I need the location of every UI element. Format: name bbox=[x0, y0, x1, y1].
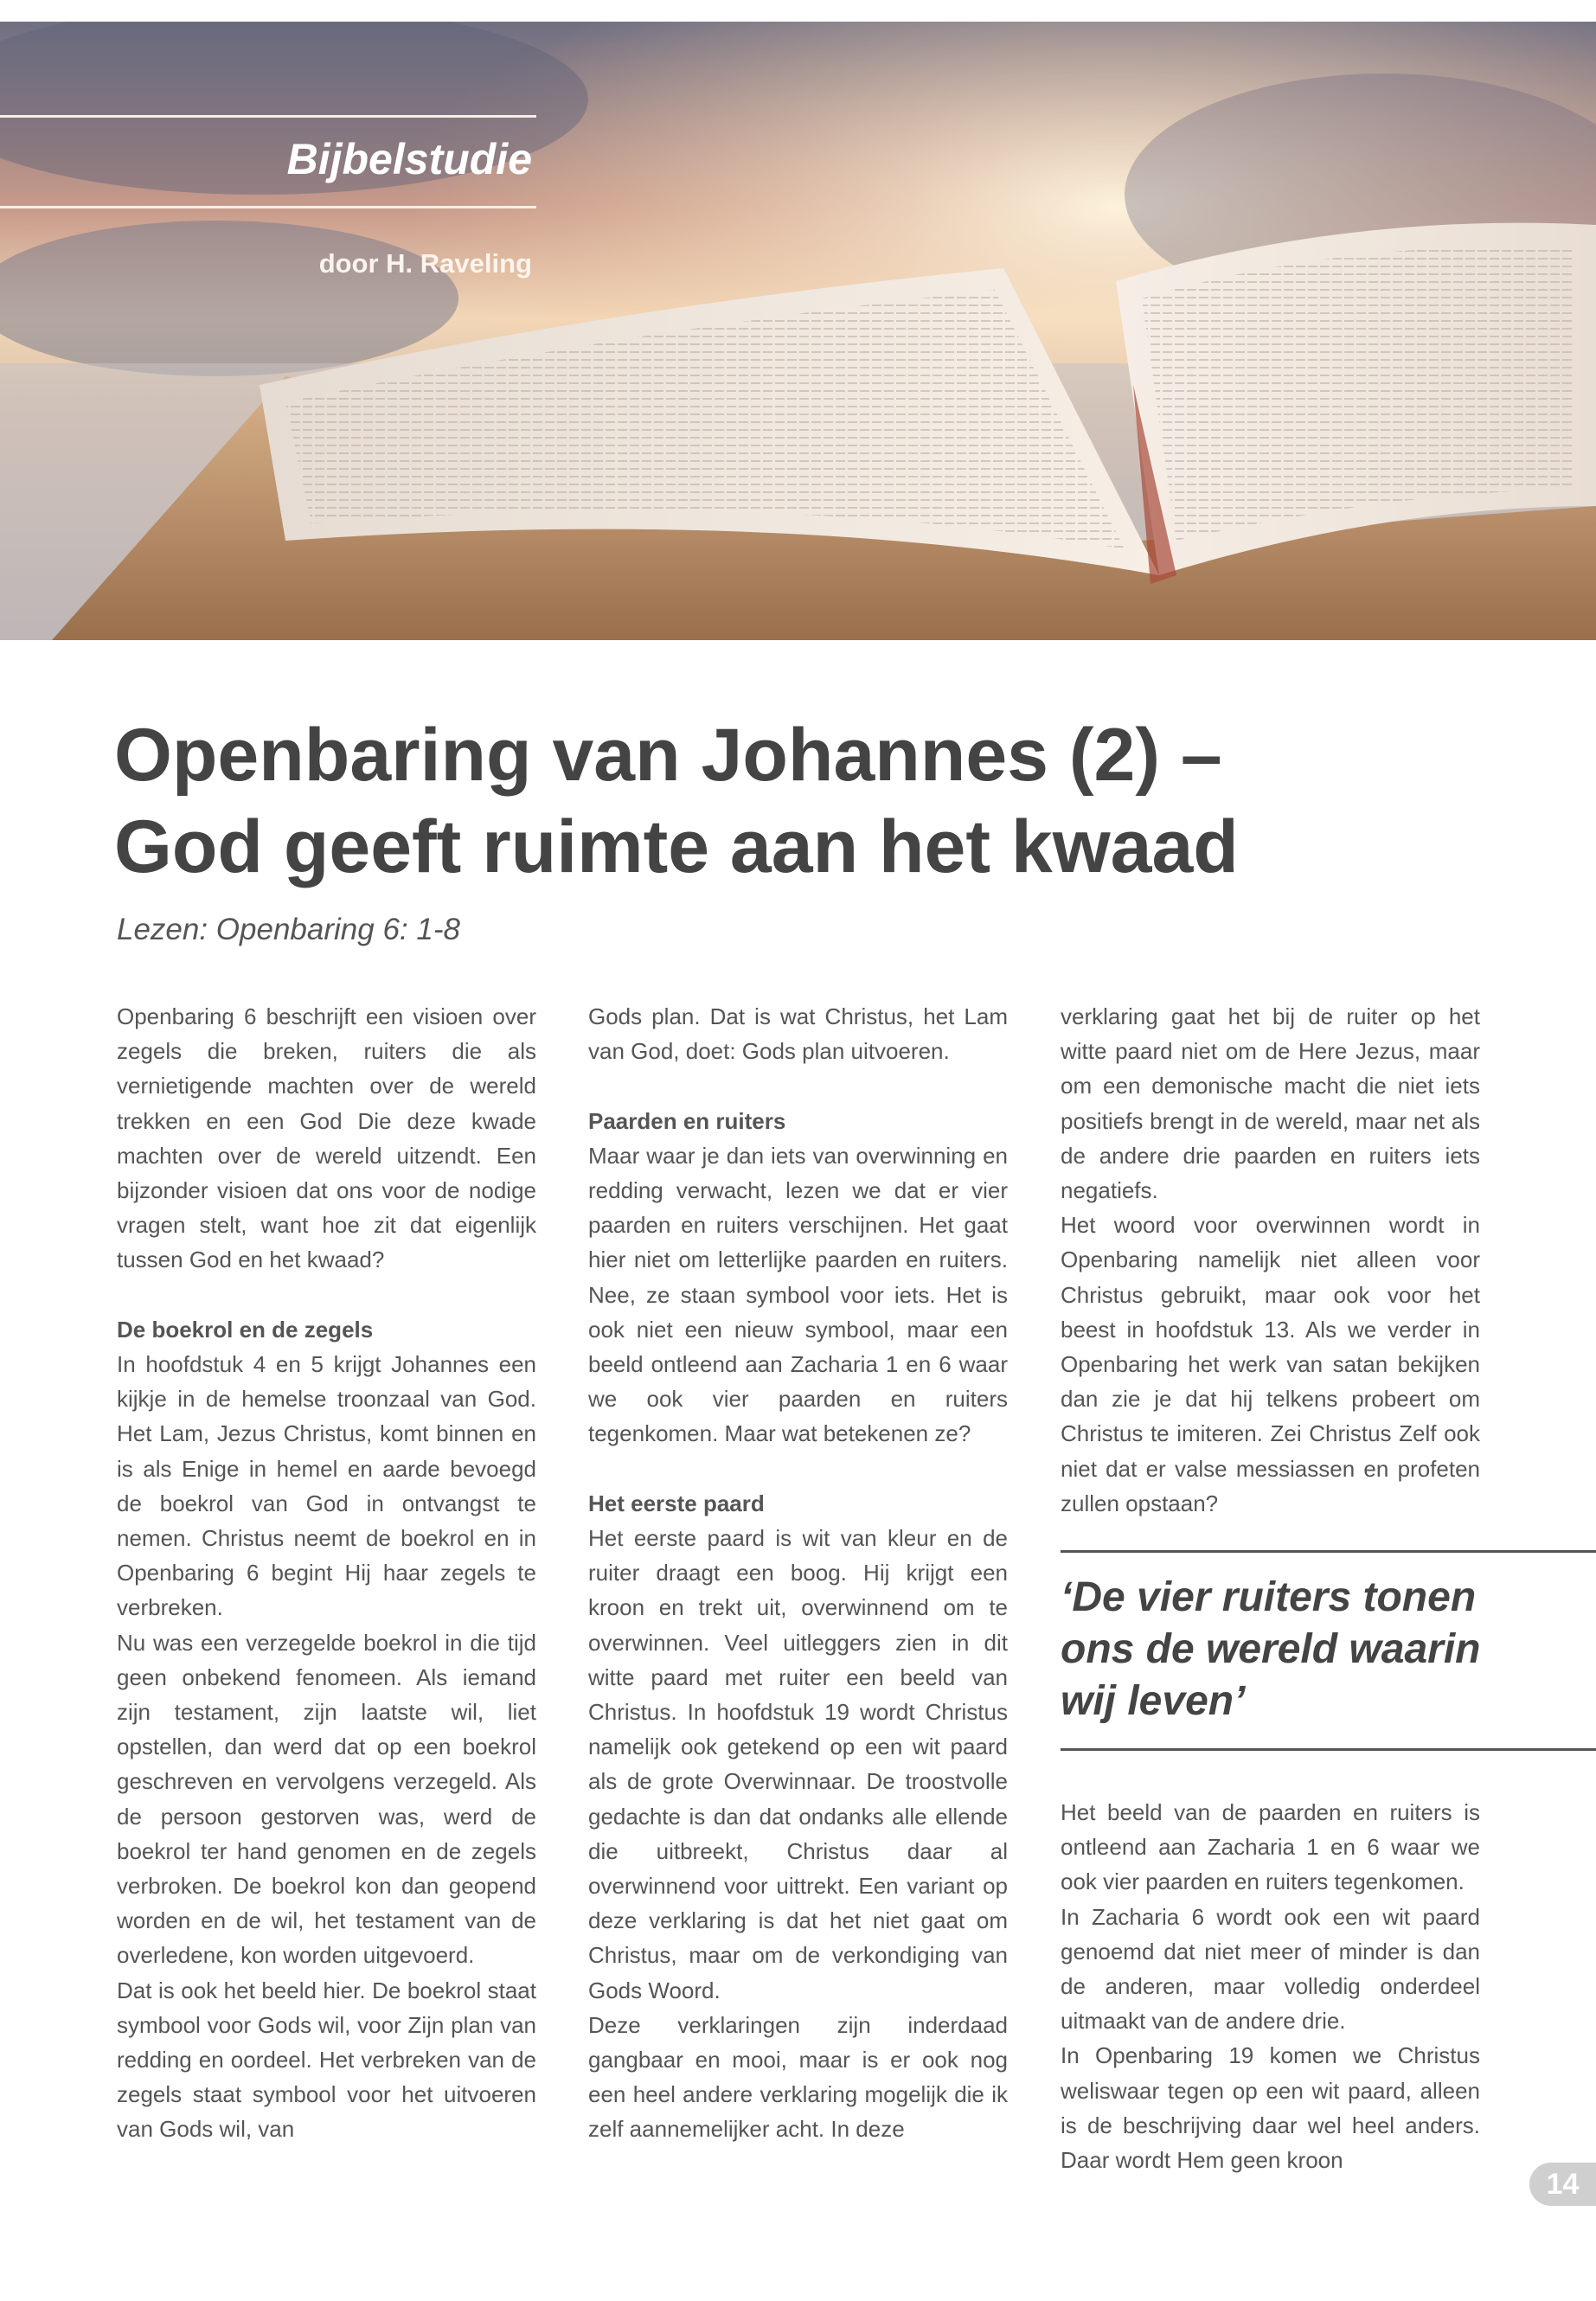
paragraph: Het eerste paard is wit van kleur en de ruiter draagt een boog. Hij krijgt een kroon en trekt uit, overwinnend om te overwinnen. Veel uitleggers zien in dit witte paard met ruiter een beeld van Christus. In hoofdstuk 19 wordt Christus namelijk ook getekend op een wit paard als de grote Overwinnaar. De troostvolle gedachte is dan dat ondanks alle ellende die uitbreekt, Christus daar al overwinnend voor uittrekt. Een variant op deze verklaring is dat het niet gaat om Christus, maar om de verkondiging van Gods Woord. bbox=[588, 1525, 1008, 2003]
paragraph: Het beeld van de paarden en ruiters is ontleend aan Zacharia 1 en 6 waar we ook vier paarden en ruiters tegenkomen. bbox=[1061, 1799, 1480, 1895]
text-column-3-continued bbox=[1061, 1795, 1480, 2177]
pull-quote-text: ‘De vier ruiters tonen ons de wereld waarin wij leven’ bbox=[1061, 1574, 1481, 1724]
pull-quote-top-rule bbox=[1061, 1550, 1596, 1553]
text-column-3 bbox=[1061, 999, 1480, 1521]
page-number-tab: 14 bbox=[1529, 2163, 1596, 2206]
article-title bbox=[114, 709, 1498, 893]
section-heading: De boekrol en de zegels bbox=[117, 1316, 374, 1343]
section-kicker: Bijbelstudie bbox=[286, 135, 532, 183]
reading-reference: Lezen: Openbaring 6: 1-8 bbox=[117, 913, 460, 946]
paragraph: In hoofdstuk 4 en 5 krijgt Johannes een kijkje in de hemelse troonzaal van God. Het Lam, Jezus Christus, komt binnen en is als Enige in hemel en aarde bevoegd de boekrol van God in ontvangst te nemen. Christus neemt de boekrol en in Openbaring 6 begint Hij haar zegels te verbreken. bbox=[117, 1351, 536, 1621]
section-heading: Het eerste paard bbox=[588, 1490, 765, 1516]
paragraph: Gods plan. Dat is wat Christus, het Lam van God, doet: Gods plan uitvoeren. bbox=[588, 1003, 1008, 1065]
kicker-top-rule bbox=[0, 115, 536, 118]
paragraph: Nu was een verzegelde boekrol in die tijd geen onbekend fenomeen. Als iemand zijn testament, zijn laatste wil, liet opstellen, dan werd dat op een boekrol geschreven en vervolgens verzegeld. Als de persoon gestorven was, werd de boekrol ter hand genomen en de zegels verbroken. De boekrol kon dan geopend worden en de wil, het testament van de overledene, kon worden uitgevoerd. bbox=[117, 1629, 536, 1969]
section-heading: Paarden en ruiters bbox=[588, 1107, 786, 1134]
pull-quote-bottom-rule bbox=[1061, 1748, 1596, 1751]
title-line-1: Openbaring van Johannes (2) – bbox=[114, 714, 1222, 797]
title-line-2: God geeft ruimte aan het kwaad bbox=[114, 805, 1239, 888]
hero-image bbox=[0, 22, 1596, 640]
paragraph: Openbaring 6 beschrijft een visioen over zegels die breken, ruiters die als vernietigende machten over de wereld trekken en een God Die deze kwade machten over de wereld uitzendt. Een bijzonder visioen dat ons voor de nodige vragen stelt, want hoe zit dat eigenlijk tussen God en het kwaad? bbox=[117, 1003, 536, 1273]
paragraph: verklaring gaat het bij de ruiter op het witte paard niet om de Here Jezus, maar om een demonische macht die niet iets positiefs brengt in de wereld, maar net als de andere drie paarden en ruiters iets negatiefs. bbox=[1061, 1003, 1480, 1204]
paragraph: In Openbaring 19 komen we Christus weliswaar tegen op een wit paard, alleen is de beschrijving daar wel heel anders. Daar wordt Hem geen kroon bbox=[1061, 2042, 1480, 2174]
author-byline: door H. Raveling bbox=[318, 248, 532, 279]
paragraph: In Zacharia 6 wordt ook een wit paard genoemd dat niet meer of minder is dan de anderen, maar volledig onderdeel uitmaakt van de andere drie. bbox=[1061, 1903, 1480, 2035]
paragraph: Dat is ook het beeld hier. De boekrol staat symbool voor Gods wil, voor Zijn plan van redding en oordeel. Het verbreken van de zegels staat symbool voor het uitvoeren van Gods wil, van bbox=[117, 1977, 536, 2143]
paragraph: Maar waar je dan iets van overwinning en redding verwacht, lezen we dat er vier paarden en ruiters verschijnen. Het gaat hier niet om letterlijke paarden en ruiters. Nee, ze staan symbool voor iets. Het is ook niet een nieuw symbool, maar een beeld ontleend aan Zacharia 1 en 6 waar we ook vier paarden en ruiters tegenkomen. Maar wat betekenen ze? bbox=[588, 1142, 1008, 1447]
paragraph: Het woord voor overwinnen wordt in Openbaring namelijk niet alleen voor Christus gebruikt, maar ook voor het beest in hoofdstuk 13. Als we verder in Openbaring het werk van satan bekijken dan zie je dat hij telkens probeert om Christus te imiteren. Zei Christus Zelf ook niet dat er valse messiassen en profeten zullen opstaan? bbox=[1061, 1212, 1480, 1516]
pull-quote bbox=[1061, 1550, 1596, 1751]
kicker-bottom-rule bbox=[0, 206, 536, 208]
text-column-2 bbox=[588, 999, 1008, 2147]
paragraph: Deze verklaringen zijn inderdaad gangbaar en mooi, maar is er ook nog een heel andere verklaring mogelijk die ik zelf aannemelijker acht. In deze bbox=[588, 2011, 1008, 2143]
text-column-1 bbox=[117, 999, 536, 2147]
